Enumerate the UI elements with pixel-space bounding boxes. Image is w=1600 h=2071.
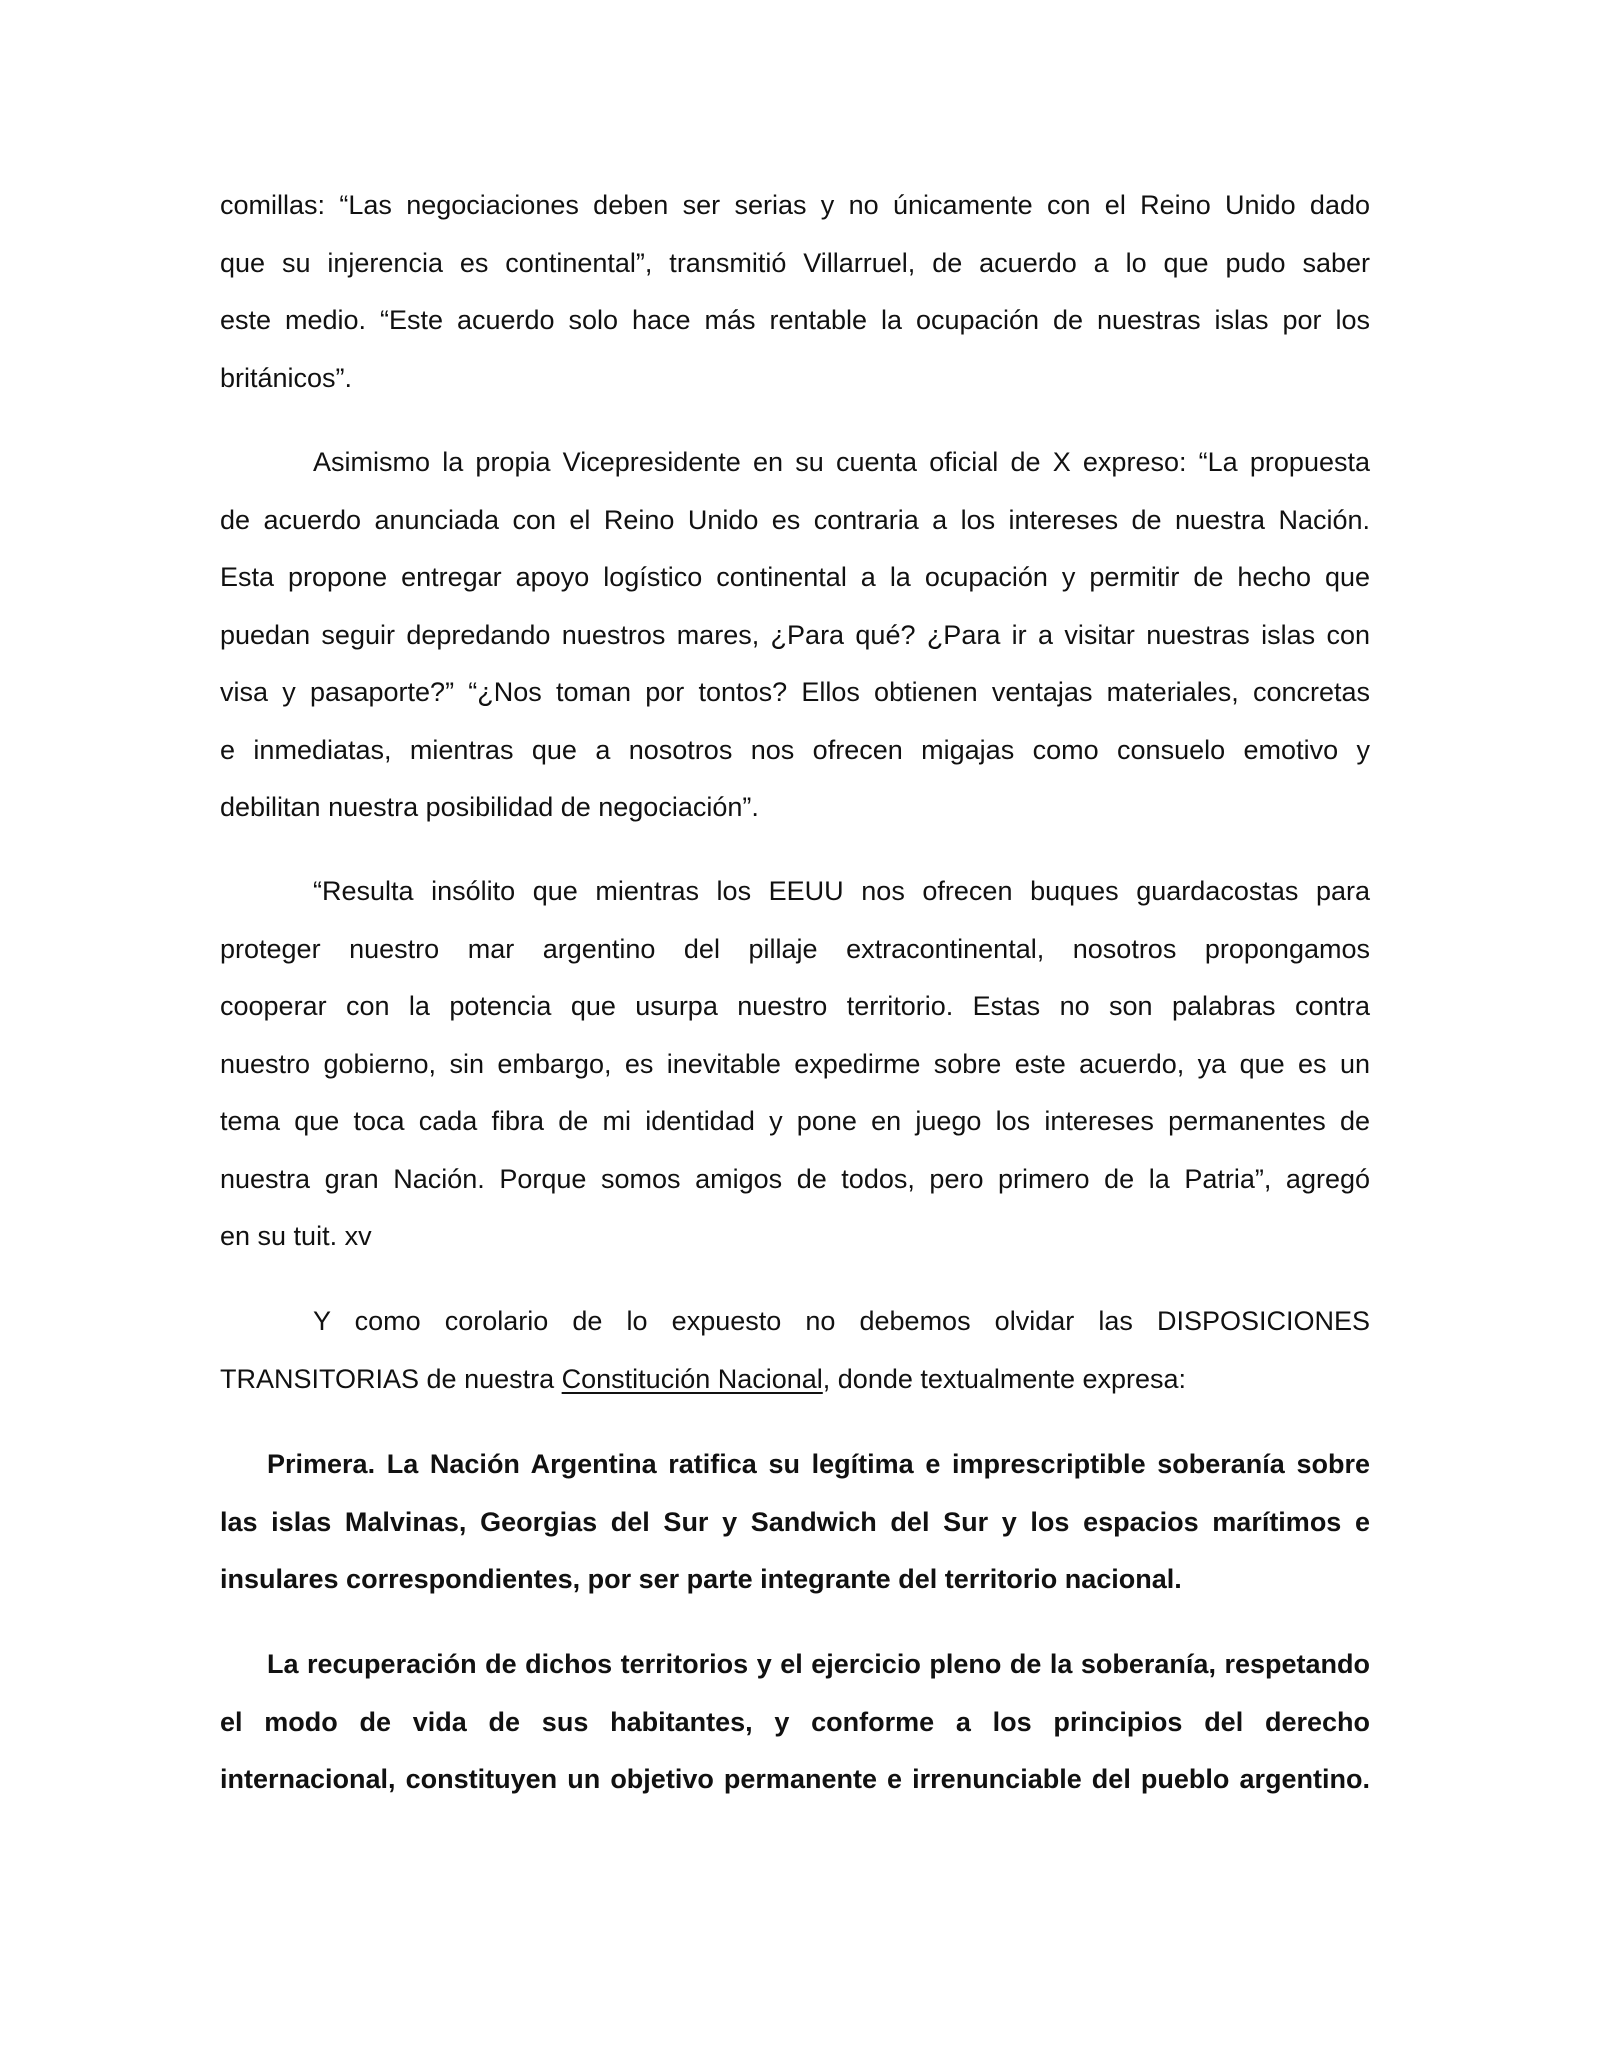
text-line: Y como corolario de lo expuesto no debemos olvidar las DISPOSICIONES xyxy=(313,1306,1370,1336)
text-line: tema que toca cada fibra de mi identidad y pone en juego los intereses permanentes de xyxy=(220,1106,1370,1136)
text-line: comillas: “Las negociaciones deben ser serias y no únicamente con el Reino Unido dado xyxy=(220,190,1370,220)
text-line: nuestra gran Nación. Porque somos amigos de todos, pero primero de la Patria”, agregó xyxy=(220,1163,1370,1194)
text-line: este medio. “Este acuerdo solo hace más rentable la ocupación de nuestras islas por los xyxy=(220,305,1370,335)
paragraph-recuperacion-territorios xyxy=(220,1636,1370,1809)
paragraph-disposiciones-transitorias xyxy=(220,1293,1370,1408)
text-line: puedan seguir depredando nuestros mares, ¿Para qué? ¿Para ir a visitar nuestras islas con xyxy=(220,619,1370,650)
text-line: visa y pasaporte?” “¿Nos toman por tontos? Ellos obtienen ventajas materiales, concretas xyxy=(220,677,1370,707)
text-line: el modo de vida de sus habitantes, y conforme a los principios del derecho xyxy=(220,1706,1370,1737)
text-line: que su injerencia es continental”, transmitió Villarruel, de acuerdo a lo que pudo saber xyxy=(220,247,1370,278)
text-segment: , donde textualmente expresa: xyxy=(822,1363,1187,1394)
text-line: proteger nuestro mar argentino del pillaje extracontinental, nosotros propongamos xyxy=(220,933,1370,964)
text-line: Primera. La Nación Argentina ratifica su legítima e imprescriptible soberanía sobre xyxy=(267,1449,1370,1479)
text-line: en su tuit. xv xyxy=(220,1221,372,1251)
paragraph-vicepresidente-x xyxy=(220,434,1370,837)
text-line: “Resulta insólito que mientras los EEUU nos ofrecen buques guardacostas para xyxy=(313,876,1370,906)
text-line: cooperar con la potencia que usurpa nuestro territorio. Estas no son palabras contra xyxy=(220,991,1370,1021)
text-line: nuestro gobierno, sin embargo, es inevitable expedirme sobre este acuerdo, ya que es un xyxy=(220,1048,1370,1079)
text-line: insulares correspondientes, por ser parte integrante del territorio nacional. xyxy=(220,1564,1182,1594)
paragraph-villarruel-quote xyxy=(220,177,1370,407)
text-line: e inmediatas, mientras que a nosotros nos ofrecen migajas como consuelo emotivo y xyxy=(220,734,1370,765)
text-line: Esta propone entregar apoyo logístico continental a la ocupación y permitir de hecho que xyxy=(220,562,1370,592)
text-line: de acuerdo anunciada con el Reino Unido es contraria a los intereses de nuestra Nación. xyxy=(220,504,1370,535)
text-line: británicos”. xyxy=(220,362,353,393)
text-line: debilitan nuestra posibilidad de negociación”. xyxy=(220,792,759,822)
text-line: Asimismo la propia Vicepresidente en su cuenta oficial de X expreso: “La propuesta xyxy=(313,447,1370,477)
paragraph-primera-disposicion xyxy=(220,1436,1370,1609)
text-line xyxy=(220,1351,1370,1409)
constitucion-nacional-link[interactable]: Constitución Nacional xyxy=(561,1363,823,1394)
text-line: las islas Malvinas, Georgias del Sur y Sandwich del Sur y los espacios marítimos e xyxy=(220,1506,1370,1537)
text-segment: TRANSITORIAS de nuestra xyxy=(220,1363,562,1394)
text-line: La recuperación de dichos territorios y el ejercicio pleno de la soberanía, respetando xyxy=(267,1649,1370,1679)
text-line: internacional, constituyen un objetivo permanente e irrenunciable del pueblo argentino. xyxy=(220,1764,1370,1794)
paragraph-eeuu-guardacostas xyxy=(220,863,1370,1266)
